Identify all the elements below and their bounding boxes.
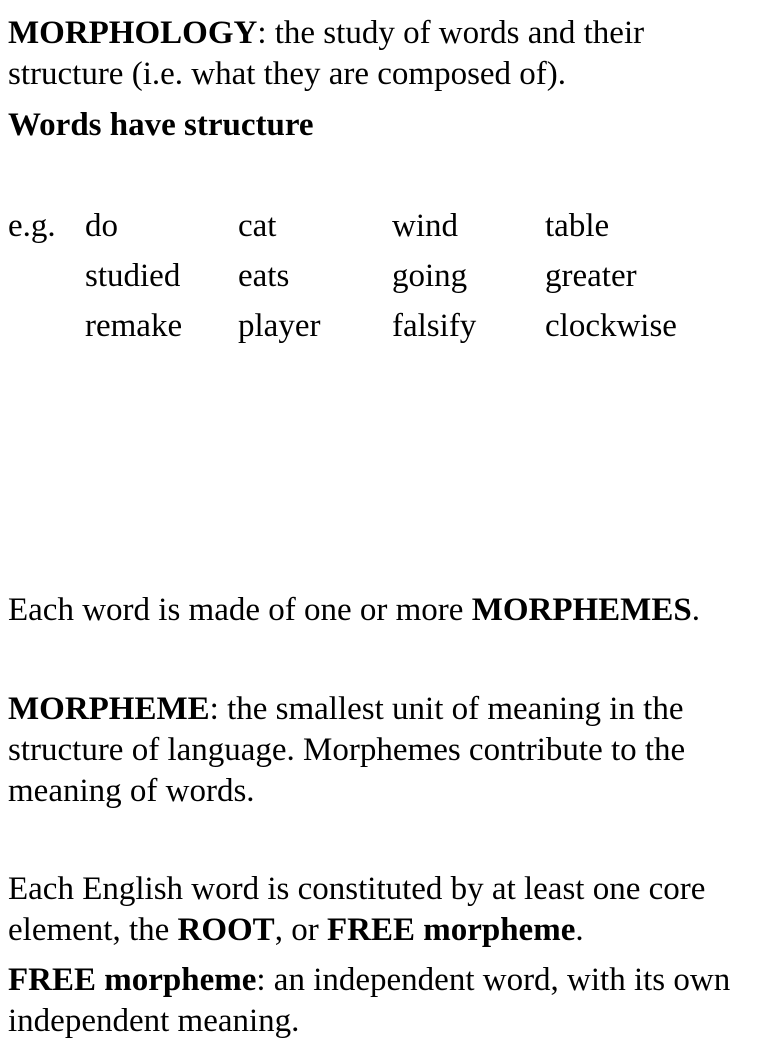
section-heading: Words have structure [8,107,314,143]
example-word: remake [85,308,183,344]
morphemes-statement [8,590,760,631]
root-statement-period: . [575,912,584,948]
morphemes-statement-text: Each word is made of one or more [8,592,472,628]
morpheme-definition [8,689,760,812]
example-word: falsify [392,308,477,344]
root-term: ROOT [177,912,275,948]
root-statement-connector: , or [274,912,327,948]
morphology-definition [8,13,760,95]
examples-label: e.g. [8,208,56,244]
example-word: do [85,208,118,244]
example-word: going [392,258,468,294]
free-morpheme-definition-term: FREE morpheme [8,962,257,998]
example-word: table [545,208,610,244]
example-word: cat [238,208,277,244]
example-word: wind [392,208,458,244]
morpheme-term: MORPHEME [8,691,210,727]
example-word: greater [545,258,637,294]
morphology-definition-text: : the study of words and their structure (i.e. what they are composed of). [8,15,645,92]
morpheme-definition-text: : the smallest unit of meaning in the structure of language. Morphemes contribute to the meaning of words. [8,691,686,809]
example-word: studied [85,258,181,294]
root-statement-text: Each English word is constituted by at least one core element, the [8,871,706,948]
root-statement [8,869,760,951]
morphology-term: MORPHOLOGY [8,15,258,51]
free-morpheme-definition [8,960,760,1042]
free-morpheme-definition-text: : an independent word, with its own independent meaning. [8,962,731,1039]
free-morpheme-term: FREE morpheme [326,912,576,948]
morphemes-statement-period: . [691,592,700,628]
example-word: clockwise [545,308,677,344]
example-word: player [238,308,321,344]
example-word: eats [238,258,290,294]
morphemes-term: MORPHEMES [471,592,692,628]
